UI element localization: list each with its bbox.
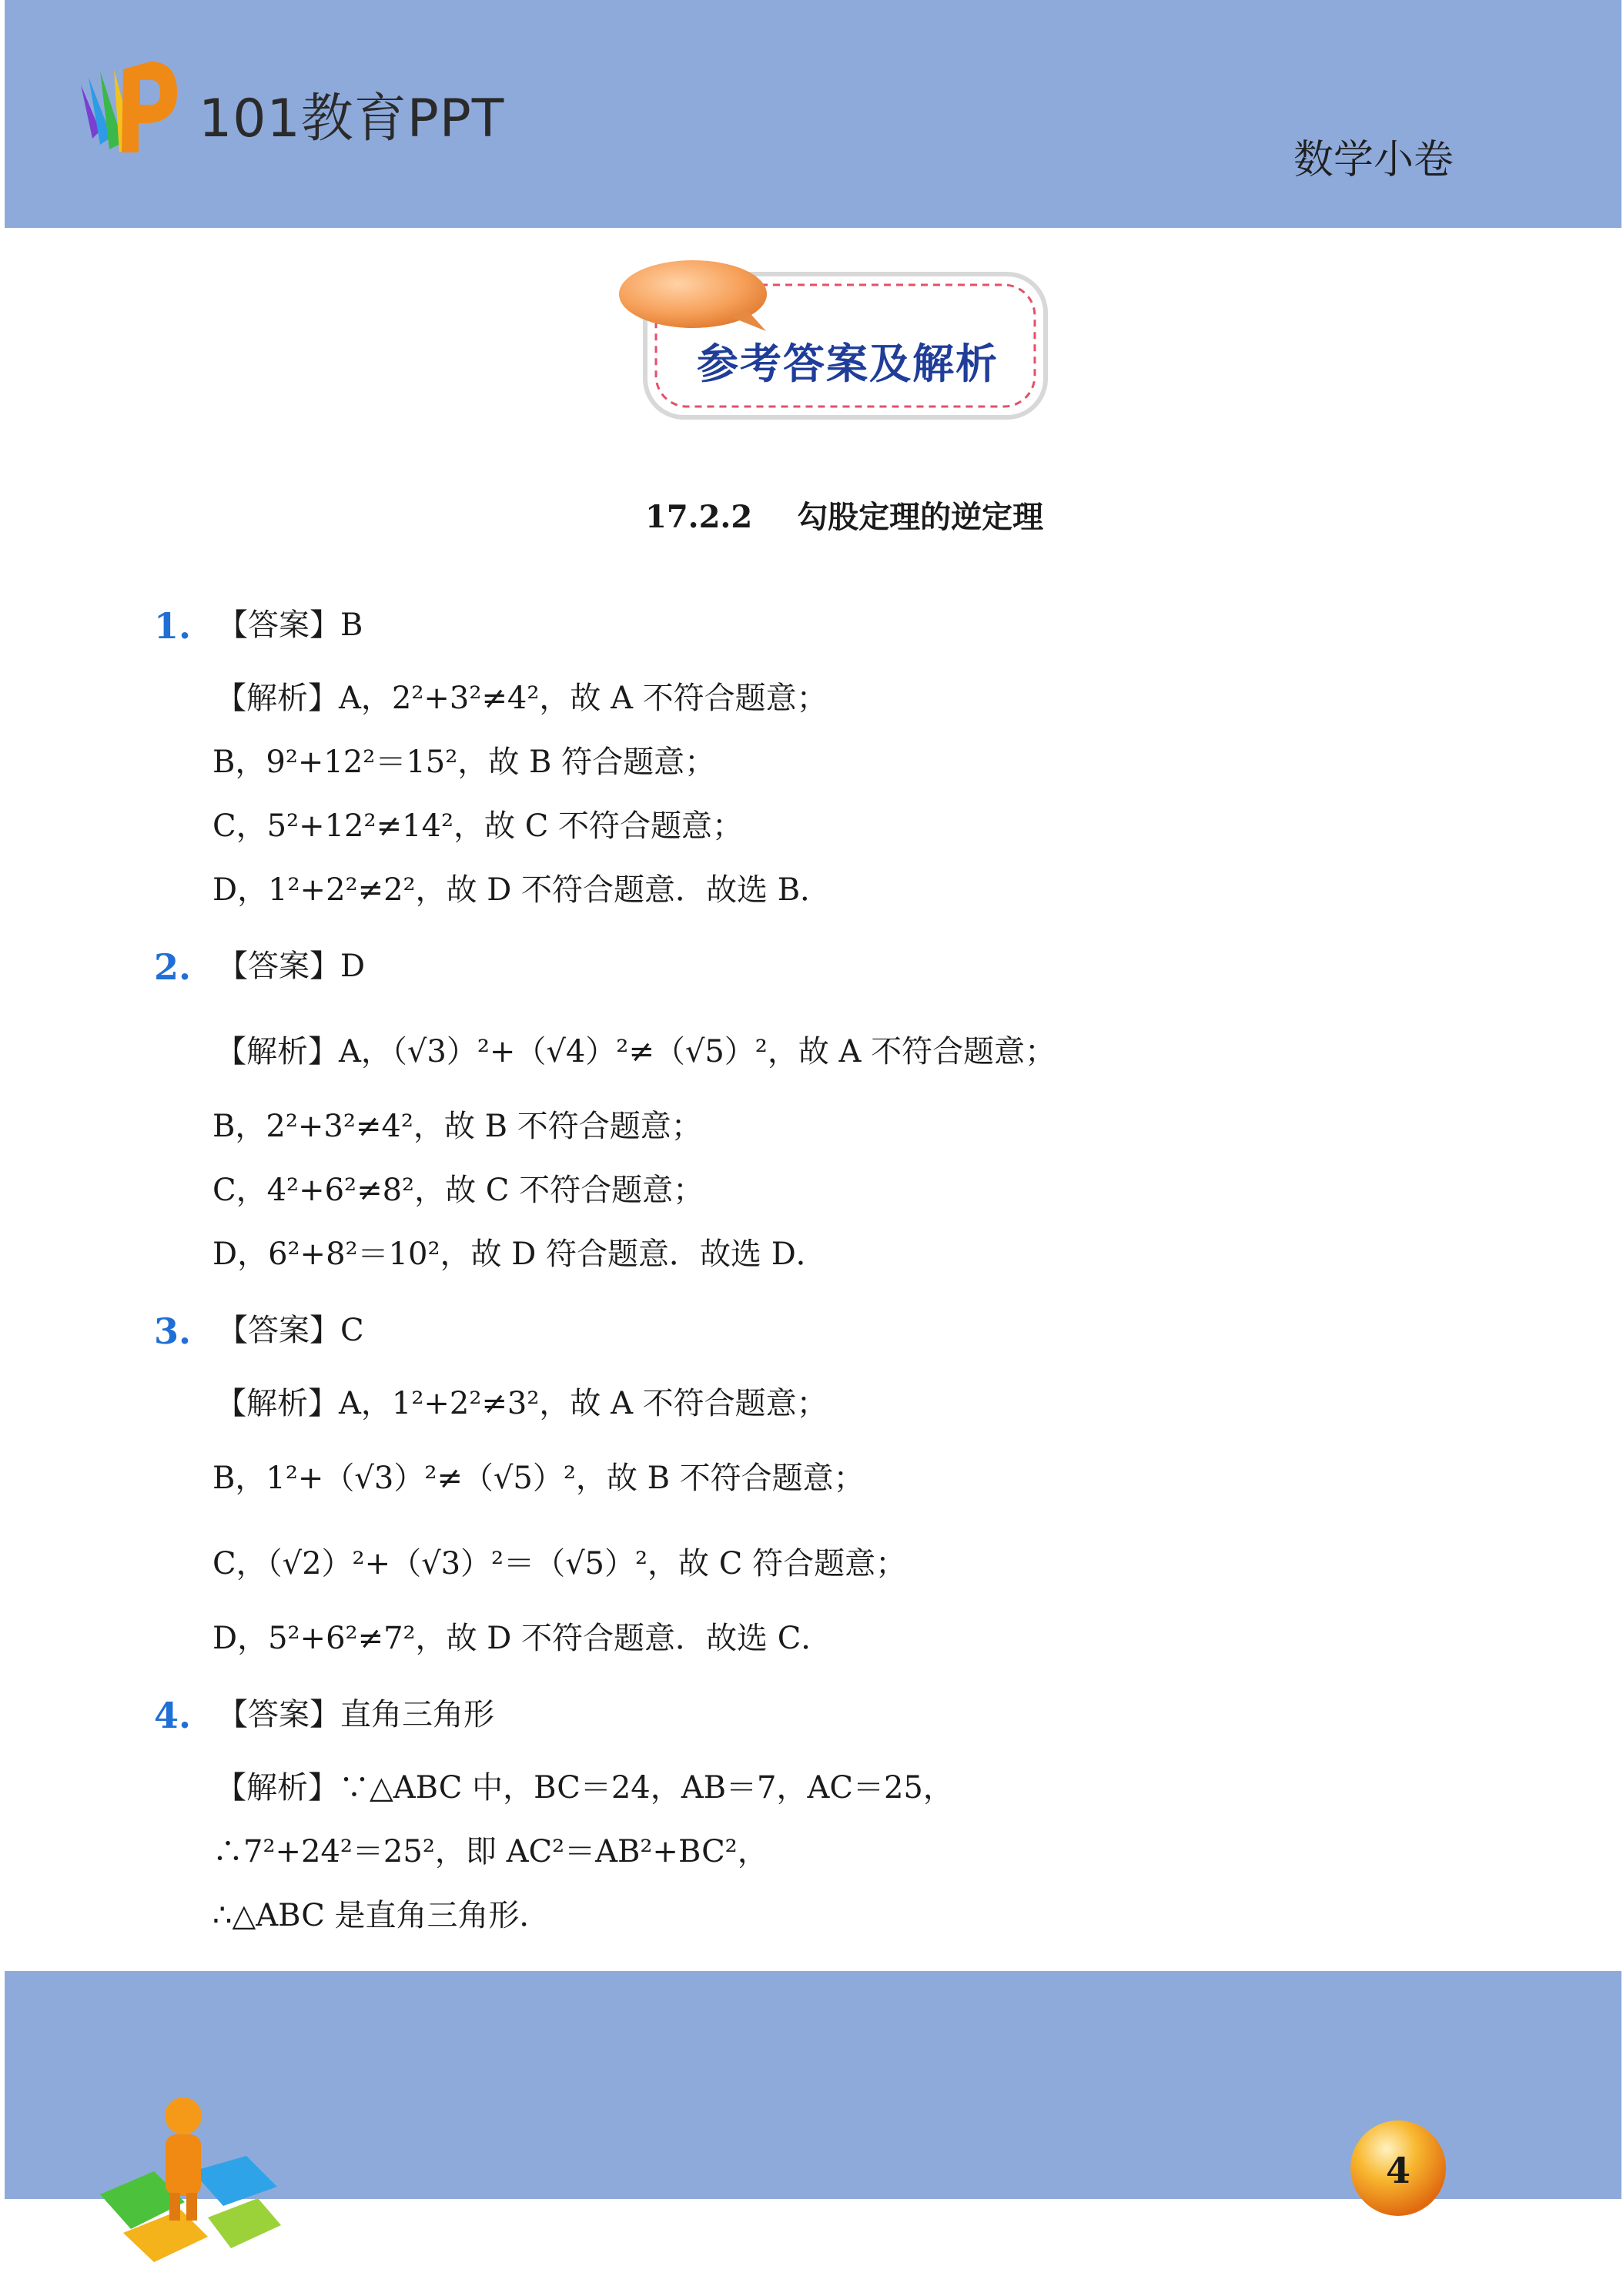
explanation-line: B，1²+（√3）²≠（√5）²，故 B 不符合题意； — [212, 1461, 865, 1496]
explanation-line: B，9²+12²＝15²，故 B 符合题意； — [212, 745, 716, 780]
explanation-line: D，6²+8²＝10²，故 D 符合题意．故选 D． — [212, 1237, 827, 1272]
section-number: 17.2.2 — [645, 499, 753, 535]
explanation-line: C，4²+6²≠8²，故 C 不符合题意； — [212, 1173, 704, 1208]
explanation-line: C，（√2）²+（√3）²＝（√5）²，故 C 符合题意； — [212, 1546, 907, 1581]
question-number: 3. — [154, 1310, 192, 1352]
page-number: 4 — [1385, 2150, 1411, 2191]
question-number: 2. — [154, 946, 192, 988]
logo-text: 101教育PPT — [199, 89, 505, 149]
question-number: 4. — [154, 1695, 192, 1736]
answer-line: 【答案】C — [217, 1313, 364, 1348]
explanation-line: B，2²+3²≠4²，故 B 不符合题意； — [212, 1109, 702, 1144]
explanation-line: ∴△ABC 是直角三角形． — [212, 1898, 550, 1933]
section-name: 勾股定理的逆定理 — [797, 499, 1044, 535]
explanation-line: 【解析】A，（√3）²+（√4）²≠（√5）²，故 A 不符合题意； — [216, 1034, 1056, 1069]
section-title — [645, 493, 1043, 537]
badge-title: 参考答案及解析 — [697, 340, 999, 388]
explanation-line: 【解析】A，1²+2²≠3²，故 A 不符合题意； — [216, 1386, 828, 1421]
explanation-line: C，5²+12²≠14²，故 C 不符合题意； — [212, 808, 744, 844]
header-title: 数学小卷 — [1293, 137, 1454, 183]
answer-line: 【答案】D — [217, 949, 366, 984]
explanation-line: ∴7²+24²＝25²，即 AC²＝AB²+BC²， — [212, 1834, 768, 1869]
answer-line: 【答案】B — [217, 607, 363, 643]
explanation-line: 【解析】A，2²+3²≠4²，故 A 不符合题意； — [216, 681, 828, 716]
explanation-line: D，5²+6²≠7²，故 D 不符合题意．故选 C． — [212, 1621, 832, 1656]
question-number: 1. — [154, 605, 192, 647]
explanation-line: 【解析】∵△ABC 中，BC＝24，AB＝7，AC＝25， — [216, 1770, 954, 1806]
mascot-icon — [92, 2079, 293, 2264]
answer-line: 【答案】直角三角形 — [217, 1697, 494, 1732]
logo-icon — [77, 54, 185, 162]
explanation-line: D，1²+2²≠2²，故 D 不符合题意．故选 B． — [212, 872, 832, 908]
